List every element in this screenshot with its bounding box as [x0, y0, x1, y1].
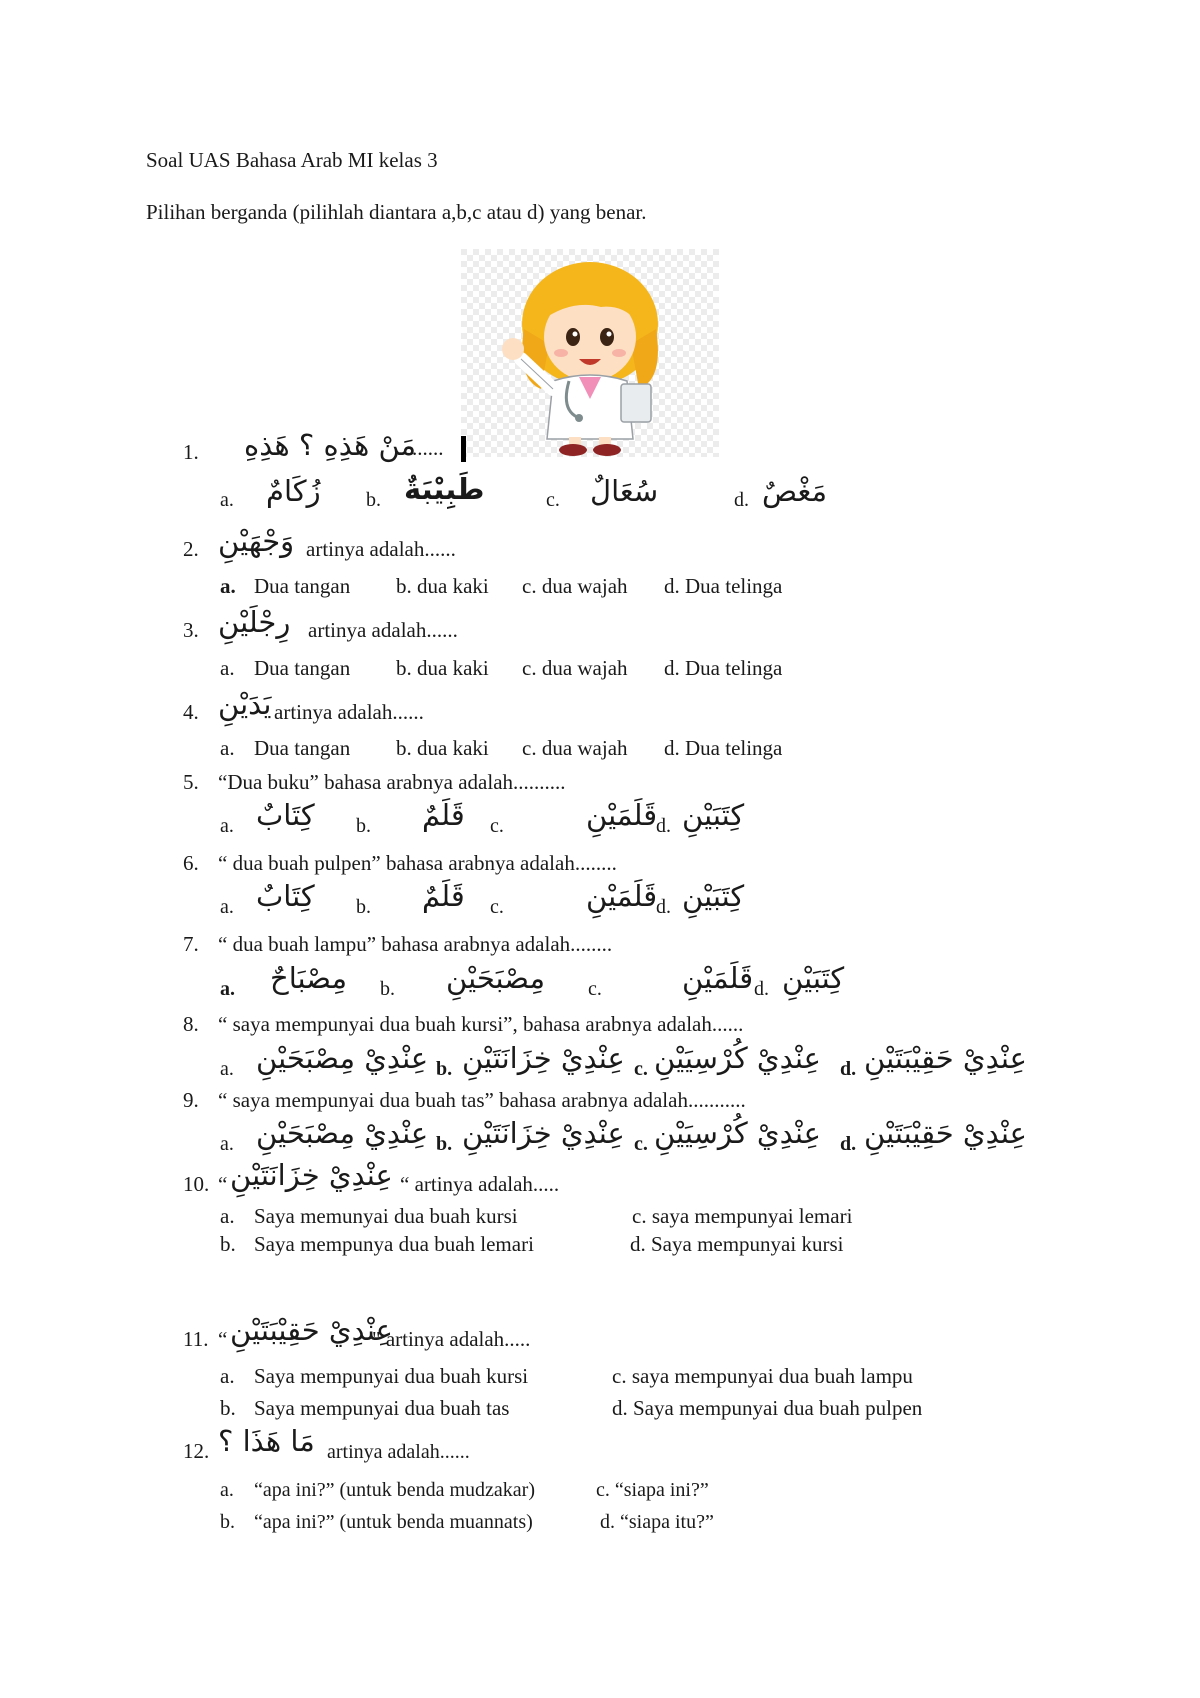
q5-option-b-label: b.: [356, 815, 371, 837]
q6-option-b-label: b.: [356, 896, 371, 918]
q8-option-b-arabic: عِنْدِيْ خِزَانَتَيْنِ: [462, 1041, 625, 1075]
question-5-number: 5.: [183, 770, 199, 794]
question-12-arabic: مَا هَذَا ؟: [218, 1424, 315, 1458]
q5-option-a-arabic: كِتَابٌ: [256, 798, 315, 832]
doctor-girl-cartoon-icon: [461, 249, 719, 457]
q9-option-a-arabic: عِنْدِيْ مِصْبَحَيْنِ: [256, 1116, 429, 1150]
question-7-number: 7.: [183, 932, 199, 956]
q12-option-b-label: b.: [220, 1511, 235, 1533]
q8-option-a-label: a.: [220, 1058, 234, 1080]
question-11-arabic: عِنْدِيْ حَقِيْبَتَيْنِ: [230, 1313, 393, 1347]
q6-option-b-arabic: قَلَمٌ: [422, 879, 465, 913]
q9-option-b-label: b.: [436, 1133, 453, 1155]
q2-option-a: Dua tangan: [254, 574, 351, 598]
q4-option-a-label: a.: [220, 736, 235, 760]
q7-option-c-label: c.: [588, 978, 602, 1000]
q10-option-b-label: b.: [220, 1232, 236, 1256]
question-1-number: 1.: [183, 440, 199, 464]
q4-option-a: Dua tangan: [254, 736, 351, 760]
q5-option-b-arabic: قَلَمٌ: [422, 798, 465, 832]
q10-option-d: d. Saya mempunyai kursi: [630, 1232, 844, 1256]
question-12-text: artinya adalah......: [327, 1441, 470, 1463]
q9-option-c-arabic: عِنْدِيْ كُرْسِيَيْنِ: [654, 1116, 821, 1150]
q10-option-c: c. saya mempunyai lemari: [632, 1204, 853, 1228]
q9-option-c-label: c.: [634, 1133, 648, 1155]
q8-option-c-label: c.: [634, 1058, 648, 1080]
question-1-arabic: مَنْ هَذِهِ ؟ هَذِهِ: [244, 428, 417, 462]
q1-option-c-label: c.: [546, 489, 560, 511]
question-3-arabic: رِجْلَيْنِ: [218, 605, 291, 639]
q4-option-d: d. Dua telinga: [664, 736, 783, 760]
q3-option-a-label: a.: [220, 656, 235, 680]
q3-option-c: c. dua wajah: [522, 656, 628, 680]
page-title: Soal UAS Bahasa Arab MI kelas 3: [146, 148, 438, 172]
q7-option-d-label: d.: [754, 978, 769, 1000]
q12-option-d: d. “siapa itu?”: [600, 1511, 714, 1533]
q12-option-a: “apa ini?” (untuk benda mudzakar): [254, 1479, 535, 1501]
q10-option-a: Saya memunyai dua buah kursi: [254, 1204, 518, 1228]
q12-option-a-label: a.: [220, 1479, 234, 1501]
q1-option-a-arabic: زُكَامٌ: [266, 474, 321, 508]
q4-option-c: c. dua wajah: [522, 736, 628, 760]
question-6-text: “ dua buah pulpen” bahasa arabnya adalah........: [218, 851, 617, 875]
q3-option-a: Dua tangan: [254, 656, 351, 680]
q6-option-d-arabic: كِتَبَيْنِ: [682, 879, 745, 913]
text-cursor: [461, 436, 466, 462]
question-11-open-quote: “: [218, 1327, 228, 1351]
q1-option-b-label: b.: [366, 489, 381, 511]
q7-option-b-label: b.: [380, 978, 395, 1000]
q12-option-c: c. “siapa ini?”: [596, 1479, 709, 1501]
q9-option-d-arabic: عِنْدِيْ حَقِيْبَتَيْنِ: [864, 1116, 1027, 1150]
q8-option-d-arabic: عِنْدِيْ حَقِيْبَتَيْنِ: [864, 1041, 1027, 1075]
question-2-arabic: وَجْهَيْنِ: [218, 524, 295, 558]
question-4-arabic: يَدَيْنِ: [218, 687, 272, 721]
question-7-text: “ dua buah lampu” bahasa arabnya adalah........: [218, 932, 613, 956]
q11-option-c: c. saya mempunyai dua buah lampu: [612, 1364, 913, 1388]
q4-option-b: b. dua kaki: [396, 736, 489, 760]
question-8-number: 8.: [183, 1012, 199, 1036]
question-8-text: “ saya mempunyai dua buah kursi”, bahasa arabnya adalah......: [218, 1012, 744, 1036]
question-10-open-quote: “: [218, 1172, 228, 1196]
q7-option-a-arabic: مِصْبَاحٌ: [270, 961, 347, 995]
question-12-number: 12.: [183, 1439, 210, 1463]
q7-option-a-label: a.: [220, 978, 235, 1000]
q2-option-d: d. Dua telinga: [664, 574, 783, 598]
q1-option-c-arabic: سُعَالٌ: [590, 474, 659, 508]
q5-option-d-label: d.: [656, 815, 671, 837]
q5-option-a-label: a.: [220, 815, 234, 837]
question-3-number: 3.: [183, 618, 199, 642]
q12-option-b: “apa ini?” (untuk benda muannats): [254, 1511, 533, 1533]
question-2-text: artinya adalah......: [306, 537, 456, 561]
q8-option-b-label: b.: [436, 1058, 453, 1080]
question-3-text: artinya adalah......: [308, 618, 458, 642]
q5-option-c-arabic: قَلَمَيْنِ: [586, 798, 658, 832]
q9-option-b-arabic: عِنْدِيْ خِزَانَتَيْنِ: [462, 1116, 625, 1150]
question-10-text: “ artinya adalah.....: [400, 1172, 560, 1196]
q3-option-b: b. dua kaki: [396, 656, 489, 680]
q7-option-b-arabic: مِصْبَحَيْنِ: [446, 961, 545, 995]
q2-option-a-label: a.: [220, 574, 236, 598]
q9-option-d-label: d.: [840, 1133, 857, 1155]
q3-option-d: d. Dua telinga: [664, 656, 783, 680]
question-4-number: 4.: [183, 700, 199, 724]
question-9-number: 9.: [183, 1088, 199, 1112]
question-11-number: 11.: [183, 1327, 209, 1351]
q2-option-c: c. dua wajah: [522, 574, 628, 598]
q8-option-a-arabic: عِنْدِيْ مِصْبَحَيْنِ: [256, 1041, 429, 1075]
q11-option-b-label: b.: [220, 1396, 236, 1420]
q2-option-b: b. dua kaki: [396, 574, 489, 598]
q6-option-a-label: a.: [220, 896, 234, 918]
q7-option-d-arabic: كِتَبَيْنِ: [782, 961, 845, 995]
q10-option-b: Saya mempunya dua buah lemari: [254, 1232, 534, 1256]
q11-option-d: d. Saya mempunyai dua buah pulpen: [612, 1396, 923, 1420]
question-10-number: 10.: [183, 1172, 210, 1196]
q7-option-c-arabic: قَلَمَيْنِ: [682, 961, 754, 995]
q6-option-c-label: c.: [490, 896, 504, 918]
question-9-text: “ saya mempunyai dua buah tas” bahasa arabnya adalah...........: [218, 1088, 746, 1112]
question-6-number: 6.: [183, 851, 199, 875]
question-5-text: “Dua buku” bahasa arabnya adalah..........: [218, 770, 566, 794]
q6-option-c-arabic: قَلَمَيْنِ: [586, 879, 658, 913]
q8-option-c-arabic: عِنْدِيْ كُرْسِيَيْنِ: [654, 1041, 821, 1075]
instruction: Pilihan berganda (pilihlah diantara a,b,c atau d) yang benar.: [146, 200, 647, 224]
q11-option-a: Saya mempunyai dua buah kursi: [254, 1364, 529, 1388]
q11-option-b: Saya mempunyai dua buah tas: [254, 1396, 510, 1420]
q5-option-c-label: c.: [490, 815, 504, 837]
q1-option-a-label: a.: [220, 489, 234, 511]
q1-option-d-label: d.: [734, 489, 749, 511]
q1-option-b-arabic: طَبِيْبَةٌ: [404, 472, 485, 506]
question-11-text: " artinya adalah.....: [372, 1327, 531, 1351]
question-1-dots: ......: [412, 436, 444, 460]
q1-option-d-arabic: مَغْصٌ: [762, 474, 828, 508]
question-10-arabic: عِنْدِيْ خِزَانَتَيْنِ: [230, 1158, 393, 1192]
q11-option-a-label: a.: [220, 1364, 235, 1388]
question-4-text: artinya adalah......: [274, 700, 424, 724]
question-2-number: 2.: [183, 537, 199, 561]
q8-option-d-label: d.: [840, 1058, 857, 1080]
q5-option-d-arabic: كِتَبَيْنِ: [682, 798, 745, 832]
q9-option-a-label: a.: [220, 1133, 234, 1155]
q6-option-d-label: d.: [656, 896, 671, 918]
q6-option-a-arabic: كِتَابٌ: [256, 879, 315, 913]
q10-option-a-label: a.: [220, 1204, 235, 1228]
